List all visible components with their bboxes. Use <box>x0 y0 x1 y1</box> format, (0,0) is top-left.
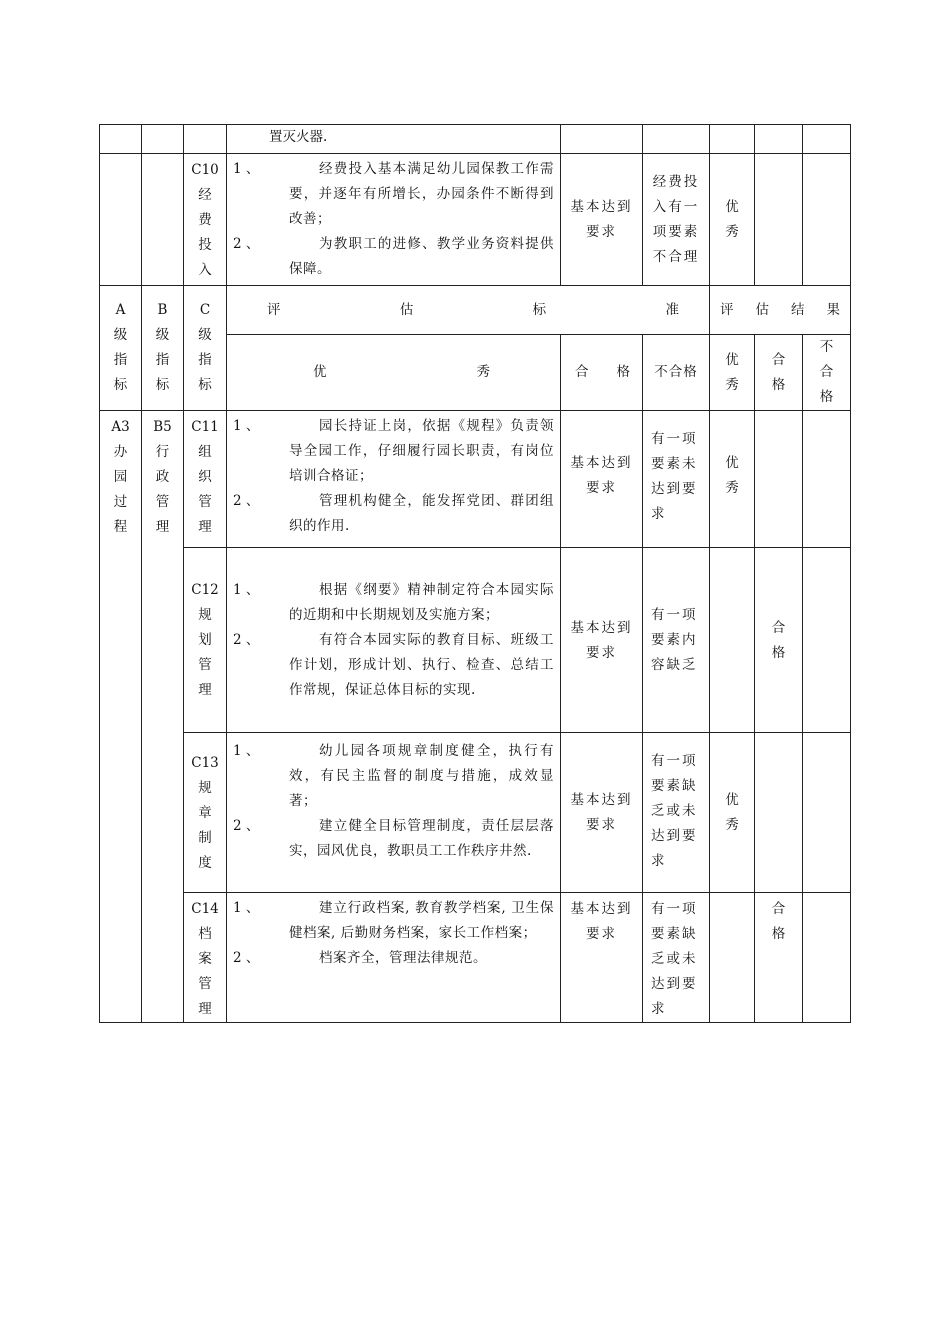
result-fail-cell <box>803 893 851 1023</box>
evaluation-table <box>99 124 851 1023</box>
list-item: 2 、 有符合本园实际的教育目标、班级工作计划，形成计划、执行、检查、总结工作常规，保证总体目标的实现. <box>233 632 554 698</box>
c13-criteria <box>227 733 561 893</box>
evaluation-table-page <box>99 124 851 1023</box>
list-item: 1 、 园长持证上岗，依据《规程》负责领导全园工作，仔细履行园长职责，有岗位培训合格证； <box>233 418 554 484</box>
criteria-text: 置灭火器. <box>227 125 561 154</box>
list-item: 2 、 管理机构健全，能发挥党团、群团组织的作用. <box>233 493 554 534</box>
pass-standard: 基本达到要求 <box>561 733 643 893</box>
result-excellent <box>710 893 755 1023</box>
pass-cell <box>561 125 643 154</box>
a-level-header: A 级 指 标 <box>100 286 142 411</box>
header-row <box>100 286 851 335</box>
fail-standard: 有一项要素内容缺乏 <box>643 548 710 733</box>
c10-label: C10 经 费 投 入 <box>184 154 227 286</box>
table-row-c11 <box>100 411 851 548</box>
c-code: C10 <box>191 162 219 178</box>
result-fail-header: 不 合 格 <box>803 335 851 411</box>
result-fail-cell <box>803 733 851 893</box>
list-item: 1 、 幼儿园各项规章制度健全，执行有效，有民主监督的制度与措施，成效显著； <box>233 743 554 809</box>
result-fail-cell <box>803 154 851 286</box>
result-pass-cell <box>755 125 803 154</box>
fail-standard: 有一项要素缺乏或未达到要求 <box>643 893 710 1023</box>
result-fail-cell <box>803 548 851 733</box>
c13-label: C13 规 章 制 度 <box>184 733 227 893</box>
c11-label: C11 组 织 管 理 <box>184 411 227 548</box>
fail-standard: 有一项要素缺乏或未达到要求 <box>643 733 710 893</box>
fail-standard: 有一项要素未达到要求 <box>643 411 710 548</box>
c-cell-empty <box>184 125 227 154</box>
excellent-header: 优 秀 <box>227 335 561 411</box>
fail-header: 不合格 <box>643 335 710 411</box>
list-item: 1 、 根据《纲要》精神制定符合本园实际的近期和中长期规划及实施方案； <box>233 582 554 623</box>
c-level-header: C 级 指 标 <box>184 286 227 411</box>
table-row-c13 <box>100 733 851 893</box>
result-excellent-cell <box>710 125 755 154</box>
list-item: 2 、 档案齐全，管理法律规范。 <box>233 950 487 966</box>
result-excellent-header: 优 秀 <box>710 335 755 411</box>
c12-criteria <box>227 548 561 733</box>
result-excellent: 优秀 <box>710 733 755 893</box>
b5-label: B5 行 政 管 理 <box>142 411 184 1023</box>
c12-label: C12 规 划 管 理 <box>184 548 227 733</box>
c11-criteria <box>227 411 561 548</box>
result-fail-cell <box>803 411 851 548</box>
result-excellent <box>710 548 755 733</box>
result-excellent: 优秀 <box>710 154 755 286</box>
pass-standard: 基本达到要求 <box>561 411 643 548</box>
c14-criteria <box>227 893 561 1023</box>
a-cell-empty <box>100 154 142 286</box>
c10-criteria <box>227 154 561 286</box>
a3-label: A3 办 园 过 程 <box>100 411 142 1023</box>
b-cell-empty <box>142 125 184 154</box>
table-row-c12 <box>100 548 851 733</box>
table-row-c10 <box>100 154 851 286</box>
result-pass: 合格 <box>755 893 803 1023</box>
pass-header: 合 格 <box>561 335 643 411</box>
list-item: 2 、 为教职工的进修、教学业务资料提供保障。 <box>233 236 554 277</box>
result-pass-cell <box>755 154 803 286</box>
result-excellent: 优秀 <box>710 411 755 548</box>
a-cell-empty <box>100 125 142 154</box>
result-header: 评 估 结 果 <box>710 286 851 335</box>
b-cell-empty <box>142 154 184 286</box>
result-pass <box>755 411 803 548</box>
list-item: 1 、 经费投入基本满足幼儿园保教工作需要，并逐年有所增长，办园条件不断得到改善； <box>233 161 554 227</box>
list-item: 2 、 建立健全目标管理制度，责任层层落实，园风优良，教职员工工作秩序井然. <box>233 818 554 859</box>
result-pass: 合格 <box>755 548 803 733</box>
pass-standard: 基本达到要求 <box>561 893 643 1023</box>
c14-label: C14 档 案 管 理 <box>184 893 227 1023</box>
table-row-c14 <box>100 893 851 1023</box>
list-item: 1 、 建立行政档案, 教育教学档案, 卫生保健档案, 后勤财务档案，家长工作档案； <box>233 900 554 941</box>
result-pass <box>755 733 803 893</box>
result-fail-cell <box>803 125 851 154</box>
fail-standard: 经费投入有一项要素不合理 <box>643 154 710 286</box>
table-row <box>100 125 851 154</box>
standard-header: 评 估 标 准 <box>227 286 710 335</box>
pass-standard: 基本达到要求 <box>561 548 643 733</box>
result-pass-header: 合 格 <box>755 335 803 411</box>
fail-cell <box>643 125 710 154</box>
b-level-header: B 级 指 标 <box>142 286 184 411</box>
pass-standard: 基本达到要求 <box>561 154 643 286</box>
